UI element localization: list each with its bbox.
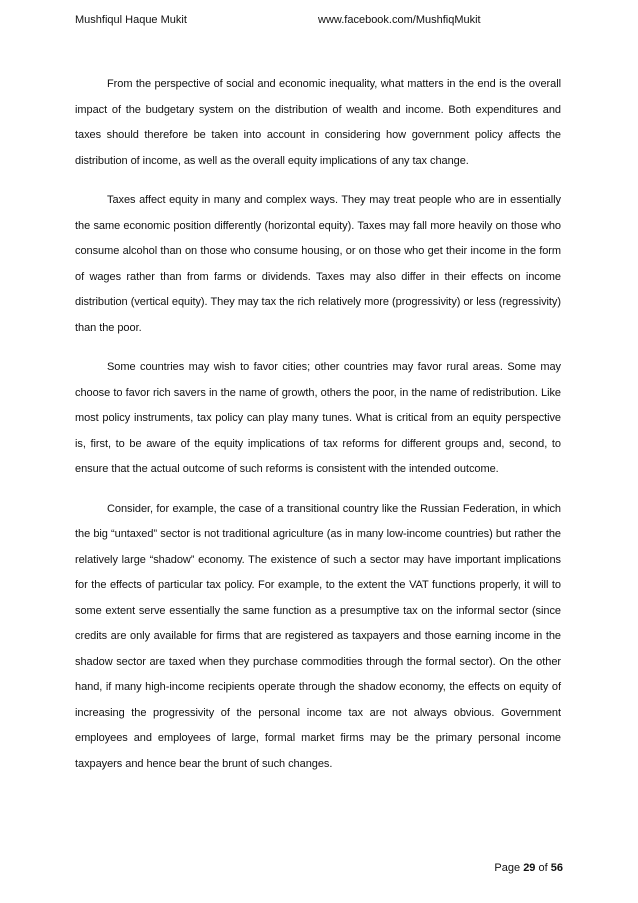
header-url: www.facebook.com/MushfiqMukit xyxy=(318,14,481,26)
paragraph: From the perspective of social and economic inequality, what matters in the end is the overall impact of the budgetary system on the distribution of wealth and income. Both expenditures and taxes should therefore be taken into account in considering how government policy affects the distribution of income, as well as the overall equity implications of any tax change. xyxy=(75,78,561,167)
total-pages: 56 xyxy=(550,862,563,874)
page-footer xyxy=(494,862,563,874)
body-text xyxy=(75,72,561,791)
paragraph: Taxes affect equity in many and complex ways. They may treat people who are in essentially the same economic position differently (horizontal equity). Taxes may fall more heavily on those who consume alcohol than on those who consume housing, or on those who get their income in the form of wages rather than from farms or dividends. Taxes may also differ in their effects on income distribution (vertical equity). They may tax the rich relatively more (progressivity) or less (regressivity) than the poor. xyxy=(75,194,561,334)
of-word: of xyxy=(538,862,548,874)
header-author: Mushfiqul Haque Mukit xyxy=(75,14,187,26)
page-word: Page xyxy=(494,862,521,874)
paragraph: Some countries may wish to favor cities; other countries may favor rural areas. Some may choose to favor rich savers in the name of growth, others the poor, in the name of redistribution. Like most policy instruments, tax policy can play many tunes. What is critical from an equity perspective is, first, to be aware of the equity implications of tax reforms for different groups and, second, to ensure that the actual outcome of such reforms is consistent with the intended outcome. xyxy=(75,361,561,475)
paragraph: Consider, for example, the case of a transitional country like the Russian Federation, in which the big “untaxed” sector is not traditional agriculture (as in many low-income countries) but rather the relatively large “shadow” economy. The existence of such a sector may have important implications for the effects of particular tax policy. For example, to the extent the VAT functions properly, it will to some extent serve essentially the same function as a presumptive tax on the informal sector (since credits are only available for firms that are registered as taxpayers and those earning income in the shadow sector are taxed when they purchase commodities through the formal sector). On the other hand, if many high-income recipients operate through the shadow economy, the effects on equity of increasing the progressivity of the personal income tax are not always obvious. Government employees and employees of large, formal market firms may be the primary personal income taxpayers and hence bear the brunt of such changes. xyxy=(75,502,561,770)
page-header xyxy=(75,14,565,26)
page-number: 29 xyxy=(523,862,536,874)
